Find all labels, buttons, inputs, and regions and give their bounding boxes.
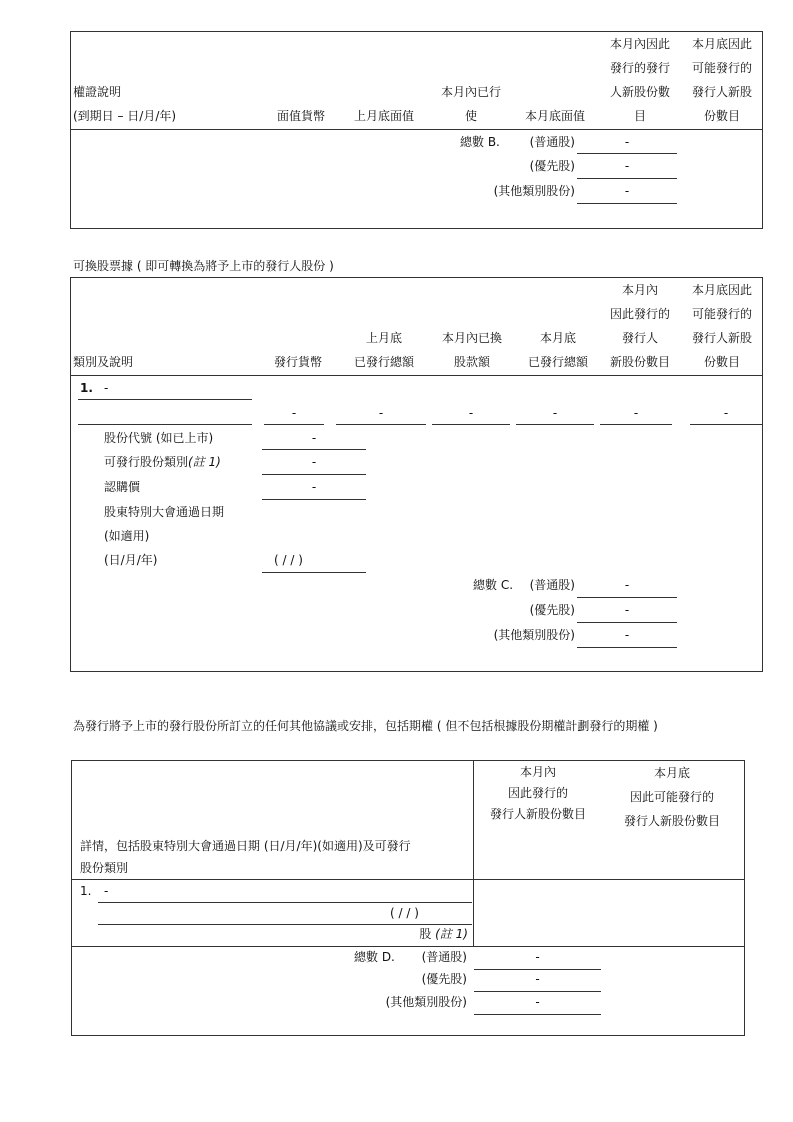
- other-item-shares-label: 股: [419, 927, 432, 941]
- warrants-total-label: 總數 B.: [460, 135, 500, 149]
- other-item-value: -: [104, 884, 109, 898]
- warrants-header-exercised-2: 使: [464, 109, 477, 123]
- convertibles-row-line-currency: [264, 424, 324, 425]
- convertibles-header-issued-3: 發行人: [621, 331, 658, 345]
- convertibles-item-line: [78, 399, 252, 400]
- other-total-ordinary-value: -: [535, 950, 540, 964]
- convertibles-total-label: 總數 C.: [473, 578, 514, 592]
- convertibles-total-other-value: -: [624, 628, 630, 642]
- warrants-total-ordinary-value: -: [624, 135, 630, 149]
- egm-date-value: ( / / ): [274, 553, 303, 567]
- other-total-other-line: [474, 1014, 601, 1015]
- convertibles-header-prev-2: 已發行總額: [353, 355, 414, 369]
- subscription-price-value: -: [311, 480, 317, 494]
- warrants-header-issued-3: 人新股份數: [609, 85, 670, 99]
- convertibles-header-converted-2: 股款額: [453, 355, 490, 369]
- convertibles-row-value-currency: -: [291, 406, 297, 420]
- other-item-number: 1.: [80, 884, 92, 898]
- warrants-total-other-line: [577, 203, 677, 204]
- issuable-class-label: [104, 455, 221, 470]
- other-arrangements-title: 為發行將予上市的發行股份所訂立的任何其他協議或安排，包括期權 ( 但不包括根據股份期權計劃發行的期權 ): [73, 719, 658, 733]
- convertibles-item-number: 1.: [80, 381, 93, 395]
- warrants-header-curr-nominal: 本月底面值: [524, 109, 585, 123]
- stock-code-value: -: [311, 431, 317, 445]
- convertibles-row-line-curr: [516, 424, 594, 425]
- other-header-details-2: 股份類別: [80, 861, 129, 875]
- other-header-issuable-1: 本月底: [653, 766, 690, 780]
- convertibles-header-converted-1: 本月內已換: [441, 331, 502, 345]
- other-item-date-line: [98, 924, 472, 925]
- convertibles-row-line-converted: [432, 424, 510, 425]
- other-total-label: 總數 D.: [354, 950, 395, 964]
- convertibles-total-preference-label: (優先股): [529, 603, 575, 617]
- warrants-total-other-label: (其他類別股份): [493, 184, 575, 198]
- other-arrangements-body-divider: [71, 946, 745, 947]
- other-total-ordinary-label: (普通股): [421, 950, 467, 964]
- other-item-line: [98, 902, 472, 903]
- convertibles-header-issued-4: 新股份數目: [609, 355, 670, 369]
- warrants-header-prev-nominal: 上月底面值: [353, 109, 414, 123]
- egm-date-label-2: (如適用): [104, 529, 150, 543]
- convertibles-total-ordinary-line: [577, 597, 677, 598]
- other-total-preference-label: (優先股): [421, 972, 467, 986]
- egm-date-label-1: 股東特別大會通過日期: [104, 505, 225, 519]
- other-item-shares: [300, 927, 468, 942]
- other-header-issued-3: 發行人新股份數目: [489, 807, 586, 821]
- warrants-total-preference-value: -: [624, 159, 630, 173]
- warrants-header-currency: 面值貨幣: [276, 109, 325, 123]
- other-total-other-label: (其他類別股份): [385, 995, 467, 1009]
- convertibles-row-value-issuable: -: [723, 406, 729, 420]
- warrants-total-ordinary-line: [577, 153, 677, 154]
- warrants-total-ordinary-label: (普通股): [529, 135, 575, 149]
- convertibles-header-curr-2: 已發行總額: [527, 355, 588, 369]
- convertibles-row-value-issued: -: [633, 406, 639, 420]
- convertibles-header-issued-2: 因此發行的: [609, 307, 670, 321]
- warrants-total-preference-label: (優先股): [529, 159, 575, 173]
- convertibles-total-preference-line: [577, 622, 677, 623]
- convertibles-row-line-prev: [336, 424, 426, 425]
- warrants-header-divider: [70, 129, 763, 130]
- convertibles-header-issuable-4: 份數目: [703, 355, 740, 369]
- warrants-header-issuable-3: 發行人新股: [691, 85, 752, 99]
- convertibles-row-line-issuable: [690, 424, 762, 425]
- convertibles-item-value: -: [104, 381, 109, 395]
- warrants-header-issued-4: 目: [633, 109, 646, 123]
- egm-date-line: [262, 572, 366, 573]
- issuable-class-value: -: [311, 455, 317, 469]
- warrants-header-issuable-4: 份數目: [703, 109, 740, 123]
- convertibles-header-issuable-1: 本月底因此: [691, 283, 752, 297]
- issuable-class-text: 可發行股份類別: [104, 455, 189, 469]
- issuable-class-line: [262, 474, 366, 475]
- other-item-shares-note: (註 1): [435, 927, 468, 941]
- warrants-header-issued-2: 發行的發行: [609, 61, 670, 75]
- convertibles-total-ordinary-label: (普通股): [529, 578, 575, 592]
- other-arrangements-header-divider: [71, 879, 745, 880]
- convertibles-total-other-label: (其他類別股份): [493, 628, 575, 642]
- warrants-header-issued-1: 本月內因此: [609, 37, 670, 51]
- egm-date-label-3: (日/月/年): [104, 553, 158, 567]
- convertibles-header-currency: 發行貨幣: [273, 355, 322, 369]
- other-header-issued-1: 本月內: [519, 765, 556, 779]
- other-header-issuable-2: 因此可能發行的: [629, 790, 714, 804]
- other-header-issued-2: 因此發行的: [507, 786, 568, 800]
- other-item-date: ( / / ): [390, 906, 419, 920]
- other-header-details-1: 詳情，包括股東特別大會通過日期 (日/月/年)(如適用)及可發行: [80, 839, 411, 853]
- convertibles-header-curr-1: 本月底: [539, 331, 576, 345]
- warrants-header-issuable-2: 可能發行的: [691, 61, 752, 75]
- stock-code-label: 股份代號 (如已上市): [104, 431, 214, 445]
- convertibles-total-other-line: [577, 647, 677, 648]
- convertibles-header-issued-1: 本月內: [621, 283, 658, 297]
- convertibles-total-preference-value: -: [624, 603, 630, 617]
- convertibles-header-prev-1: 上月底: [365, 331, 402, 345]
- subscription-price-label: 認購價: [104, 480, 141, 494]
- convertibles-header-divider: [70, 375, 763, 376]
- other-total-preference-line: [474, 991, 601, 992]
- other-total-other-value: -: [535, 995, 540, 1009]
- warrants-total-preference-line: [577, 178, 677, 179]
- convertibles-row-line-desc: [78, 424, 252, 425]
- stock-code-line: [262, 449, 366, 450]
- issuable-class-note: (註 1): [188, 455, 221, 469]
- warrants-header-description-1: 權證說明: [73, 85, 122, 99]
- convertibles-header-issuable-3: 發行人新股: [691, 331, 752, 345]
- warrants-header-issuable-1: 本月底因此: [691, 37, 752, 51]
- convertibles-total-ordinary-value: -: [624, 578, 630, 592]
- convertibles-row-value-prev: -: [378, 406, 384, 420]
- convertibles-row-value-curr: -: [552, 406, 558, 420]
- other-header-issuable-3: 發行人新股份數目: [623, 814, 720, 828]
- convertibles-header-class: 類別及說明: [73, 355, 134, 369]
- other-total-preference-value: -: [535, 972, 540, 986]
- warrants-header-exercised-1: 本月內已行: [440, 85, 501, 99]
- convertibles-row-value-converted: -: [468, 406, 474, 420]
- convertibles-section-title: 可換股票據 ( 即可轉換為將予上市的發行人股份 ): [73, 259, 334, 273]
- warrants-header-description-2: (到期日 – 日/月/年): [73, 109, 177, 123]
- convertibles-header-issuable-2: 可能發行的: [691, 307, 752, 321]
- convertibles-row-line-issued: [600, 424, 672, 425]
- other-total-ordinary-line: [474, 969, 601, 970]
- warrants-total-other-value: -: [624, 184, 630, 198]
- subscription-price-line: [262, 499, 366, 500]
